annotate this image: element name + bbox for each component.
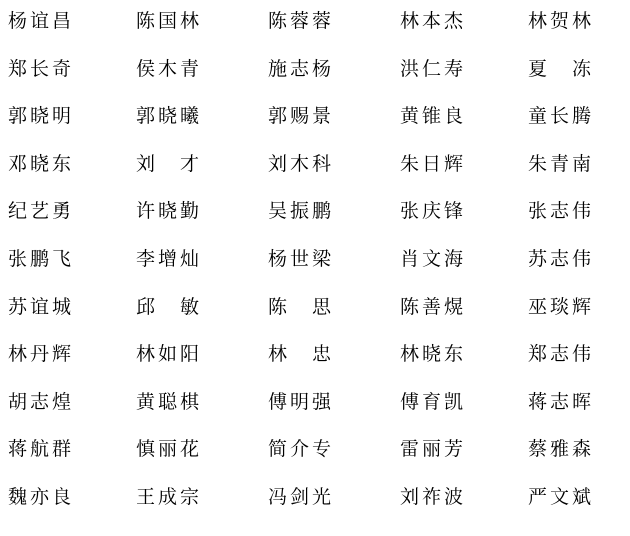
name-cell: 邓晓东 — [8, 153, 75, 175]
name-row — [8, 432, 630, 480]
name-cell: 胡志煌 — [8, 391, 75, 413]
name-cell: 蔡雅森 — [528, 439, 595, 461]
name-row — [8, 385, 630, 433]
name-cell: 李增灿 — [136, 248, 203, 270]
name-cell: 陈 思 — [268, 296, 335, 318]
name-cell: 郭晓明 — [8, 106, 75, 128]
name-cell: 洪仁寿 — [400, 58, 467, 80]
name-row — [8, 480, 630, 528]
name-row — [8, 242, 630, 290]
name-cell: 邱 敏 — [136, 296, 203, 318]
name-cell: 冯剑光 — [268, 486, 335, 508]
name-cell: 林晓东 — [400, 344, 467, 366]
name-cell: 林如阳 — [136, 344, 203, 366]
name-cell: 雷丽芳 — [400, 439, 467, 461]
name-cell: 纪艺勇 — [8, 201, 75, 223]
name-cell: 夏 冻 — [528, 58, 595, 80]
name-row — [8, 4, 630, 52]
name-cell: 朱日辉 — [400, 153, 467, 175]
name-cell: 朱青南 — [528, 153, 595, 175]
name-row — [8, 194, 630, 242]
name-cell: 陈善熀 — [400, 296, 467, 318]
name-cell: 巫琰辉 — [528, 296, 595, 318]
name-cell: 苏谊城 — [8, 296, 75, 318]
name-cell: 黄锥良 — [400, 106, 467, 128]
name-cell: 肖文海 — [400, 248, 467, 270]
name-cell: 刘祚波 — [400, 486, 467, 508]
name-cell: 陈蓉蓉 — [268, 11, 335, 32]
name-cell: 傅育凯 — [400, 391, 467, 413]
name-cell: 陈国林 — [136, 11, 203, 32]
name-cell: 蒋航群 — [8, 439, 75, 461]
name-cell: 林 忠 — [268, 344, 335, 366]
name-cell: 郭晓曦 — [136, 106, 203, 128]
name-row — [8, 290, 630, 338]
name-cell: 童长腾 — [528, 106, 595, 128]
name-cell: 郑志伟 — [528, 344, 595, 366]
name-cell: 慎丽花 — [136, 439, 203, 461]
name-cell: 蒋志晖 — [528, 391, 595, 413]
name-cell: 刘 才 — [136, 153, 203, 175]
name-cell: 许晓勤 — [136, 201, 203, 223]
name-cell: 张志伟 — [528, 201, 595, 223]
name-cell: 张鹏飞 — [8, 248, 75, 270]
name-cell: 郑长奇 — [8, 58, 75, 80]
name-cell: 林贺林 — [528, 11, 595, 32]
name-cell: 林本杰 — [400, 11, 467, 32]
name-cell: 魏亦良 — [8, 486, 75, 508]
name-cell: 吴振鹏 — [268, 201, 335, 223]
name-cell: 杨世梁 — [268, 248, 335, 270]
name-cell: 刘木科 — [268, 153, 335, 175]
name-cell: 杨谊昌 — [8, 11, 75, 32]
name-cell: 郭赐景 — [268, 106, 335, 128]
name-row — [8, 99, 630, 147]
name-cell: 苏志伟 — [528, 248, 595, 270]
name-cell: 王成宗 — [136, 486, 203, 508]
name-row — [8, 147, 630, 195]
name-cell: 简介专 — [268, 439, 335, 461]
name-cell: 严文斌 — [528, 486, 595, 508]
name-row — [8, 337, 630, 385]
name-row — [8, 52, 630, 100]
name-cell: 黄聪棋 — [136, 391, 203, 413]
name-cell: 张庆锋 — [400, 201, 467, 223]
name-cell: 傅明强 — [268, 391, 335, 413]
name-cell: 林丹辉 — [8, 344, 75, 366]
name-cell: 侯木青 — [136, 58, 203, 80]
name-cell: 施志杨 — [268, 58, 335, 80]
